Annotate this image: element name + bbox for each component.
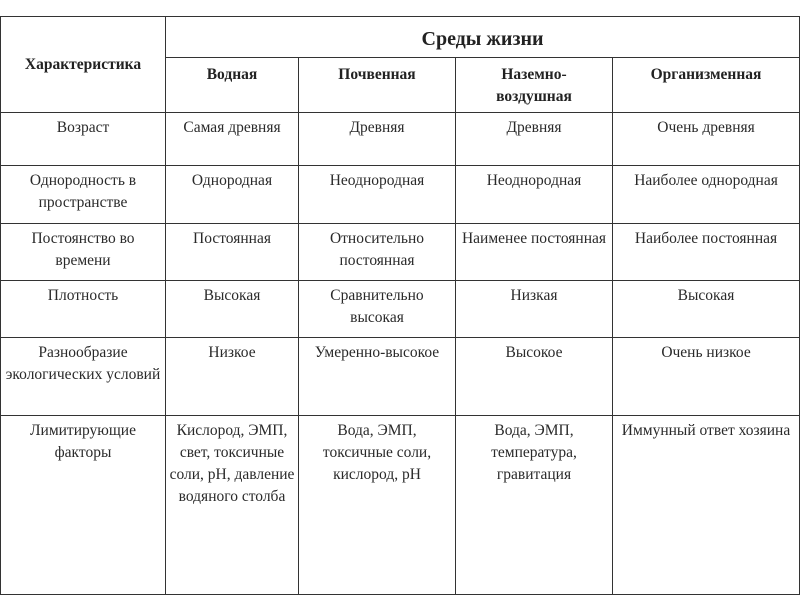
table-cell: Очень древняя bbox=[613, 113, 800, 166]
table-cell: Относительно постоянная bbox=[299, 224, 456, 281]
table-cell: Иммунный ответ хозяина bbox=[613, 416, 800, 595]
table-cell: Высокая bbox=[613, 281, 800, 338]
table-cell: Неоднородная bbox=[456, 166, 613, 224]
column-header: Наземно-воздушная bbox=[456, 58, 613, 113]
column-header: Организменная bbox=[613, 58, 800, 113]
table-cell: Неоднородная bbox=[299, 166, 456, 224]
header-characteristic: Характеристика bbox=[1, 17, 166, 113]
table-row bbox=[1, 113, 800, 166]
table-cell: Сравнительно высокая bbox=[299, 281, 456, 338]
row-label: Однородность в пространстве bbox=[1, 166, 166, 224]
table-cell: Наименее постоянная bbox=[456, 224, 613, 281]
row-label: Постоянство во времени bbox=[1, 224, 166, 281]
table-cell: Высокая bbox=[166, 281, 299, 338]
table-cell: Однородная bbox=[166, 166, 299, 224]
column-header: Водная bbox=[166, 58, 299, 113]
table-cell: Древняя bbox=[299, 113, 456, 166]
table-row bbox=[1, 281, 800, 338]
table-cell: Высокое bbox=[456, 338, 613, 416]
table-cell: Самая древняя bbox=[166, 113, 299, 166]
table-cell: Наиболее постоянная bbox=[613, 224, 800, 281]
row-label: Лимитирующие факторы bbox=[1, 416, 166, 595]
table-cell: Постоянная bbox=[166, 224, 299, 281]
row-label: Разнообразие экологических условий bbox=[1, 338, 166, 416]
table-cell: Низкая bbox=[456, 281, 613, 338]
row-label: Возраст bbox=[1, 113, 166, 166]
table-cell: Очень низкое bbox=[613, 338, 800, 416]
table-row bbox=[1, 416, 800, 595]
table-cell: Древняя bbox=[456, 113, 613, 166]
table-cell: Вода, ЭМП, токсичные соли, кислород, pH bbox=[299, 416, 456, 595]
table-cell: Кислород, ЭМП, свет, токсичные соли, pH, давление водяного столба bbox=[166, 416, 299, 595]
header-group: Среды жизни bbox=[166, 17, 800, 58]
column-header: Почвенная bbox=[299, 58, 456, 113]
table-cell: Низкое bbox=[166, 338, 299, 416]
table-cell: Вода, ЭМП, температура, гравитация bbox=[456, 416, 613, 595]
table-row bbox=[1, 224, 800, 281]
table-cell: Умеренно-высокое bbox=[299, 338, 456, 416]
table-row bbox=[1, 338, 800, 416]
habitats-table bbox=[0, 16, 800, 595]
row-label: Плотность bbox=[1, 281, 166, 338]
table-row bbox=[1, 166, 800, 224]
table-cell: Наиболее однородная bbox=[613, 166, 800, 224]
